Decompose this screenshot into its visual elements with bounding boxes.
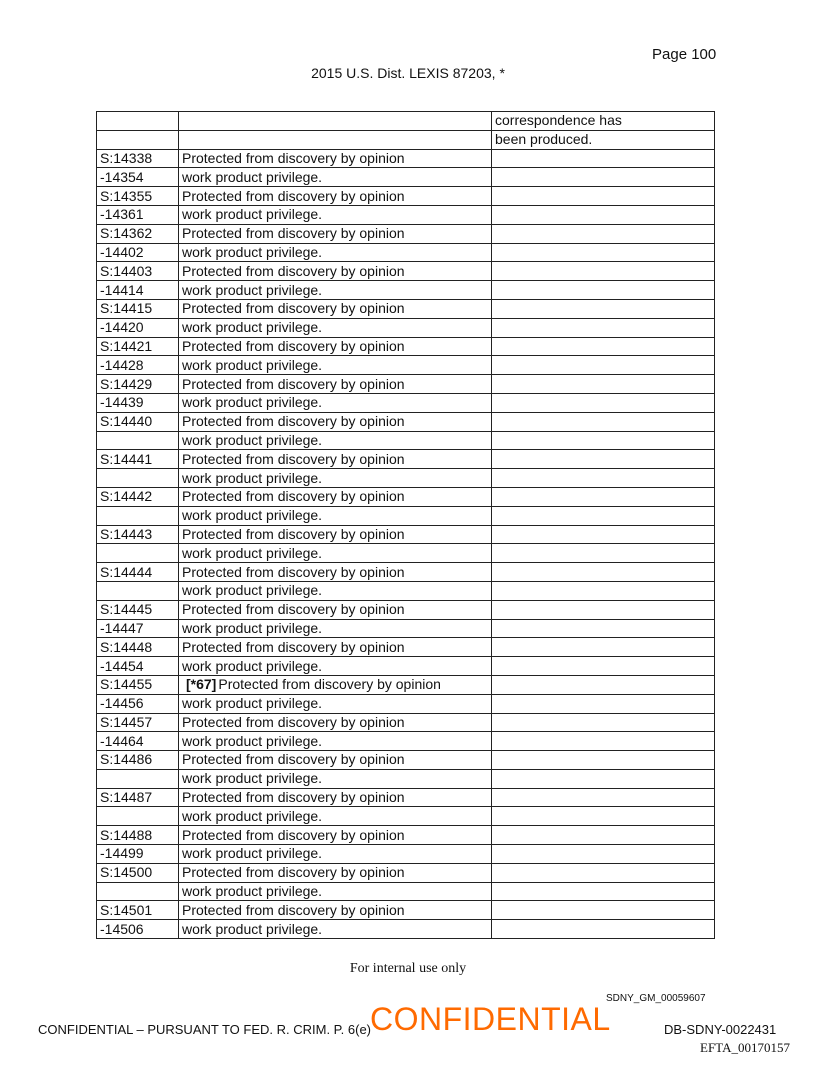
bates-range-cell xyxy=(97,769,179,788)
table-row xyxy=(97,882,715,901)
bates-range-cell: S:14429 xyxy=(97,375,179,394)
notes-cell: correspondence has xyxy=(492,112,715,131)
bates-range-cell: -14499 xyxy=(97,845,179,864)
table-row xyxy=(97,356,715,375)
bates-range-cell: -14454 xyxy=(97,657,179,676)
notes-cell xyxy=(492,187,715,206)
bates-range-cell: S:14501 xyxy=(97,901,179,920)
privilege-reason-cell: Protected from discovery by opinion xyxy=(179,187,492,206)
privilege-reason-cell: work product privilege. xyxy=(179,581,492,600)
privilege-reason-cell: Protected from discovery by opinion xyxy=(179,262,492,281)
privilege-reason-cell: Protected from discovery by opinion xyxy=(179,487,492,506)
privilege-reason-cell: work product privilege. xyxy=(179,619,492,638)
bates-range-cell: S:14448 xyxy=(97,638,179,657)
privilege-reason-cell: work product privilege. xyxy=(179,920,492,939)
table-row xyxy=(97,506,715,525)
table-row xyxy=(97,243,715,262)
bates-range-cell: S:14338 xyxy=(97,149,179,168)
privilege-reason-cell: Protected from discovery by opinion xyxy=(179,375,492,394)
privilege-reason-cell: Protected from discovery by opinion xyxy=(179,901,492,920)
table-row xyxy=(97,581,715,600)
privilege-reason-cell: work product privilege. xyxy=(179,243,492,262)
table-row xyxy=(97,281,715,300)
bates-range-cell: -14402 xyxy=(97,243,179,262)
notes-cell xyxy=(492,243,715,262)
notes-cell xyxy=(492,769,715,788)
table-row xyxy=(97,638,715,657)
privilege-reason-cell: work product privilege. xyxy=(179,469,492,488)
notes-cell xyxy=(492,224,715,243)
bates-range-cell: S:14415 xyxy=(97,299,179,318)
bates-number: SDNY_GM_00059607 xyxy=(606,993,706,1004)
notes-cell xyxy=(492,845,715,864)
privilege-reason-cell: work product privilege. xyxy=(179,318,492,337)
table-row xyxy=(97,450,715,469)
page-number: Page 100 xyxy=(652,46,717,63)
notes-cell xyxy=(492,450,715,469)
table-row xyxy=(97,168,715,187)
table-row xyxy=(97,544,715,563)
bates-range-cell: -14414 xyxy=(97,281,179,300)
table-row xyxy=(97,130,715,149)
notes-cell xyxy=(492,751,715,770)
table-row xyxy=(97,863,715,882)
notes-cell xyxy=(492,393,715,412)
efta-document-id: EFTA_00170157 xyxy=(700,1040,790,1055)
privilege-reason-cell: work product privilege. xyxy=(179,281,492,300)
table-row xyxy=(97,525,715,544)
privilege-reason-cell: Protected from discovery by opinion xyxy=(179,788,492,807)
bates-range-cell: S:14488 xyxy=(97,826,179,845)
privilege-reason-cell: Protected from discovery by opinion xyxy=(179,751,492,770)
privilege-reason-cell: Protected from discovery by opinion xyxy=(179,863,492,882)
notes-cell xyxy=(492,788,715,807)
confidential-stamp: CONFIDENTIAL xyxy=(370,1001,611,1037)
bates-range-cell: S:14421 xyxy=(97,337,179,356)
notes-cell xyxy=(492,431,715,450)
bates-range-cell: S:14455 xyxy=(97,675,179,694)
notes-cell xyxy=(492,412,715,431)
notes-cell xyxy=(492,675,715,694)
table-row xyxy=(97,675,715,694)
notes-cell xyxy=(492,506,715,525)
table-row xyxy=(97,469,715,488)
bates-range-cell xyxy=(97,882,179,901)
notes-cell xyxy=(492,694,715,713)
privilege-reason-cell: work product privilege. xyxy=(179,168,492,187)
bates-range-cell: S:14440 xyxy=(97,412,179,431)
privilege-reason-cell: Protected from discovery by opinion xyxy=(179,638,492,657)
notes-cell xyxy=(492,299,715,318)
notes-cell xyxy=(492,281,715,300)
notes-cell xyxy=(492,581,715,600)
bates-range-cell: S:14355 xyxy=(97,187,179,206)
privilege-reason-cell xyxy=(179,130,492,149)
notes-cell xyxy=(492,544,715,563)
notes-cell xyxy=(492,638,715,657)
table-row xyxy=(97,901,715,920)
privilege-reason-cell: Protected from discovery by opinion xyxy=(179,600,492,619)
db-document-id: DB-SDNY-0022431 xyxy=(664,1022,777,1037)
notes-cell xyxy=(492,525,715,544)
table-row xyxy=(97,393,715,412)
table-row xyxy=(97,205,715,224)
table-row xyxy=(97,751,715,770)
bates-range-cell xyxy=(97,112,179,131)
table-row xyxy=(97,600,715,619)
notes-cell xyxy=(492,826,715,845)
table-row xyxy=(97,826,715,845)
notes-cell xyxy=(492,337,715,356)
bates-range-cell xyxy=(97,431,179,450)
internal-use-note: For internal use only xyxy=(349,961,467,976)
bates-range-cell: -14428 xyxy=(97,356,179,375)
privilege-reason-cell: work product privilege. xyxy=(179,431,492,450)
table-row xyxy=(97,262,715,281)
privilege-reason-cell: Protected from discovery by opinion xyxy=(179,713,492,732)
bates-range-cell: -14361 xyxy=(97,205,179,224)
bates-range-cell: S:14403 xyxy=(97,262,179,281)
privilege-reason-cell: Protected from discovery by opinion xyxy=(179,412,492,431)
bates-range-cell: S:14444 xyxy=(97,563,179,582)
privilege-reason-cell: Protected from discovery by opinion xyxy=(179,563,492,582)
privilege-reason-cell: Protected from discovery by opinion xyxy=(179,450,492,469)
privilege-reason-cell xyxy=(179,675,492,694)
notes-cell xyxy=(492,732,715,751)
notes-cell xyxy=(492,863,715,882)
privilege-reason-cell: work product privilege. xyxy=(179,807,492,826)
table-row xyxy=(97,732,715,751)
privilege-reason-cell: work product privilege. xyxy=(179,356,492,375)
bates-range-cell: -14439 xyxy=(97,393,179,412)
table-row xyxy=(97,807,715,826)
table-row xyxy=(97,694,715,713)
privilege-reason-cell: work product privilege. xyxy=(179,694,492,713)
privilege-reason-cell: work product privilege. xyxy=(179,882,492,901)
notes-cell xyxy=(492,318,715,337)
table-row xyxy=(97,337,715,356)
bates-range-cell: S:14445 xyxy=(97,600,179,619)
privilege-reason-cell: work product privilege. xyxy=(179,657,492,676)
bates-range-cell: -14354 xyxy=(97,168,179,187)
notes-cell xyxy=(492,563,715,582)
privilege-log-table xyxy=(96,111,715,939)
table-row xyxy=(97,769,715,788)
privilege-reason-cell: work product privilege. xyxy=(179,769,492,788)
bates-range-cell xyxy=(97,130,179,149)
table-row xyxy=(97,224,715,243)
privilege-reason-cell: work product privilege. xyxy=(179,845,492,864)
privilege-reason-cell: Protected from discovery by opinion xyxy=(179,224,492,243)
bates-range-cell: S:14441 xyxy=(97,450,179,469)
notes-cell xyxy=(492,375,715,394)
privilege-log-body xyxy=(97,112,715,939)
privilege-reason-cell: work product privilege. xyxy=(179,393,492,412)
table-row xyxy=(97,788,715,807)
notes-cell xyxy=(492,920,715,939)
privilege-reason-cell: work product privilege. xyxy=(179,205,492,224)
notes-cell xyxy=(492,356,715,375)
table-row xyxy=(97,657,715,676)
notes-cell xyxy=(492,901,715,920)
table-row xyxy=(97,713,715,732)
notes-cell xyxy=(492,882,715,901)
star-page-marker: [*67] xyxy=(186,676,217,693)
bates-range-cell: S:14443 xyxy=(97,525,179,544)
confidential-legal-notice: CONFIDENTIAL – PURSUANT TO FED. R. CRIM. P. 6(e) xyxy=(38,1022,372,1037)
bates-range-cell: -14464 xyxy=(97,732,179,751)
table-row xyxy=(97,431,715,450)
table-row xyxy=(97,619,715,638)
case-citation-header: 2015 U.S. Dist. LEXIS 87203, * xyxy=(311,65,505,81)
bates-range-cell: -14456 xyxy=(97,694,179,713)
privilege-reason-cell: work product privilege. xyxy=(179,732,492,751)
table-row xyxy=(97,187,715,206)
bates-range-cell: S:14442 xyxy=(97,487,179,506)
bates-range-cell xyxy=(97,469,179,488)
notes-cell xyxy=(492,487,715,506)
bates-range-cell: S:14486 xyxy=(97,751,179,770)
table-row xyxy=(97,299,715,318)
table-row xyxy=(97,375,715,394)
table-row xyxy=(97,149,715,168)
notes-cell xyxy=(492,600,715,619)
table-row xyxy=(97,412,715,431)
privilege-reason-cell: work product privilege. xyxy=(179,506,492,525)
notes-cell xyxy=(492,262,715,281)
bates-range-cell: S:14500 xyxy=(97,863,179,882)
bates-range-cell xyxy=(97,506,179,525)
bates-range-cell: S:14362 xyxy=(97,224,179,243)
table-row xyxy=(97,845,715,864)
privilege-reason-cell xyxy=(179,112,492,131)
notes-cell xyxy=(492,807,715,826)
bates-range-cell xyxy=(97,581,179,600)
privilege-reason-cell: Protected from discovery by opinion xyxy=(179,299,492,318)
table-row xyxy=(97,112,715,131)
table-row xyxy=(97,487,715,506)
privilege-reason-cell: work product privilege. xyxy=(179,544,492,563)
bates-range-cell: -14506 xyxy=(97,920,179,939)
notes-cell xyxy=(492,469,715,488)
privilege-reason-cell: Protected from discovery by opinion xyxy=(179,525,492,544)
notes-cell xyxy=(492,657,715,676)
privilege-reason-cell: Protected from discovery by opinion xyxy=(179,337,492,356)
table-row xyxy=(97,318,715,337)
bates-range-cell: S:14487 xyxy=(97,788,179,807)
bates-range-cell: -14420 xyxy=(97,318,179,337)
notes-cell xyxy=(492,205,715,224)
cell-text: Protected from discovery by opinion xyxy=(218,676,441,693)
bates-range-cell: -14447 xyxy=(97,619,179,638)
bates-range-cell xyxy=(97,807,179,826)
table-row xyxy=(97,563,715,582)
privilege-reason-cell: Protected from discovery by opinion xyxy=(179,149,492,168)
table-row xyxy=(97,920,715,939)
privilege-reason-cell: Protected from discovery by opinion xyxy=(179,826,492,845)
bates-range-cell xyxy=(97,544,179,563)
notes-cell xyxy=(492,619,715,638)
notes-cell: been produced. xyxy=(492,130,715,149)
bates-range-cell: S:14457 xyxy=(97,713,179,732)
notes-cell xyxy=(492,149,715,168)
notes-cell xyxy=(492,168,715,187)
notes-cell xyxy=(492,713,715,732)
